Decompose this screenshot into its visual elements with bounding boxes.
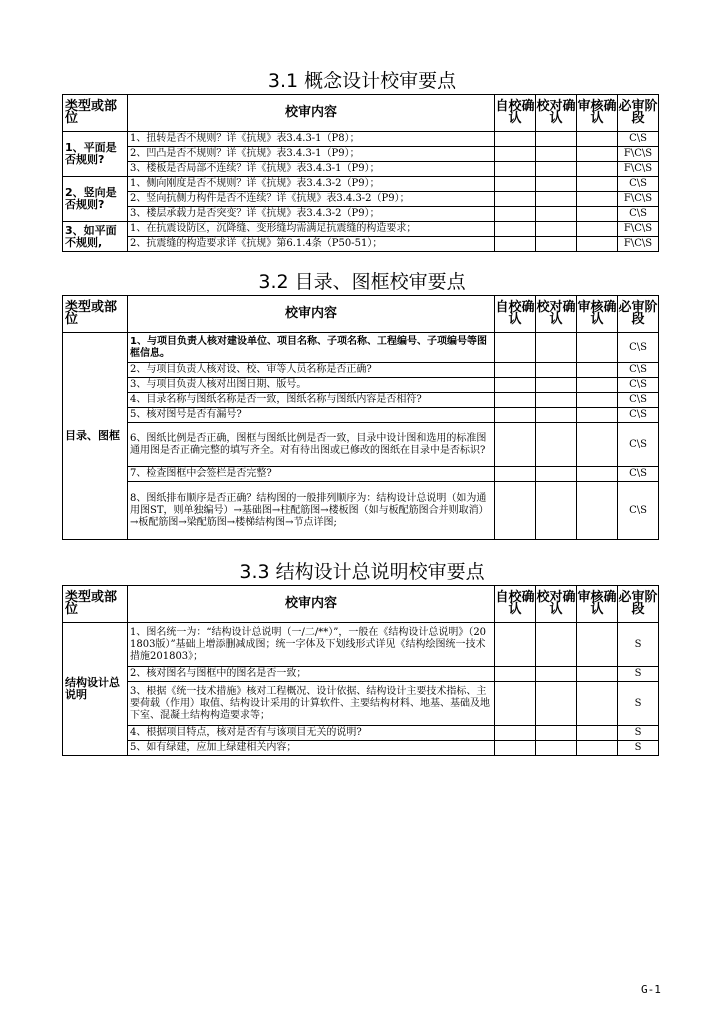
stage-cell: S xyxy=(618,726,659,741)
proof-check-cell[interactable] xyxy=(536,132,577,147)
stage-cell: S xyxy=(618,667,659,682)
table-header-row xyxy=(63,296,659,333)
table-row xyxy=(63,207,659,222)
table-row xyxy=(63,482,659,540)
stage-cell: F\C\S xyxy=(618,192,659,207)
proof-check-cell[interactable] xyxy=(536,682,577,726)
stage-cell: F\C\S xyxy=(618,162,659,177)
table-row xyxy=(63,378,659,393)
self-check-cell[interactable] xyxy=(495,222,536,237)
self-check-cell[interactable] xyxy=(495,237,536,252)
header-type: 类型或部位 xyxy=(63,586,128,623)
stage-cell: C\S xyxy=(618,423,659,467)
self-check-cell[interactable] xyxy=(495,423,536,467)
section2-table xyxy=(62,295,659,540)
self-check-cell[interactable] xyxy=(495,467,536,482)
self-check-cell[interactable] xyxy=(495,132,536,147)
self-check-cell[interactable] xyxy=(495,667,536,682)
content-cell: 4、目录名称与图纸名称是否一致，图纸名称与图纸内容是否相符? xyxy=(128,393,495,408)
proof-check-cell[interactable] xyxy=(536,741,577,756)
content-cell: 1、侧向刚度是否不规则？详《抗规》表3.4.3-2（P9）； xyxy=(128,177,495,192)
review-check-cell[interactable] xyxy=(577,667,618,682)
table-row xyxy=(63,423,659,467)
content-cell: 5、核对图号是否有漏号? xyxy=(128,408,495,423)
table-row xyxy=(63,623,659,667)
header-review-check: 审核确认 xyxy=(577,296,618,333)
self-check-cell[interactable] xyxy=(495,333,536,363)
proof-check-cell[interactable] xyxy=(536,726,577,741)
header-proof-check: 校对确认 xyxy=(536,296,577,333)
stage-cell: C\S xyxy=(618,408,659,423)
self-check-cell[interactable] xyxy=(495,408,536,423)
review-check-cell[interactable] xyxy=(577,682,618,726)
category-cell: 1、平面是否规则? xyxy=(63,132,128,177)
review-check-cell[interactable] xyxy=(577,132,618,147)
content-cell: 8、图纸排布顺序是否正确？结构图的一般排列顺序为：结构设计总说明（如为通用图ST，则单独编号）→基础图→柱配筋图→楼板图（如与板配筋图合并则取消）→板配筋图→梁配筋图→楼梯结构图→节点详图; xyxy=(128,482,495,540)
header-review-check: 审核确认 xyxy=(577,586,618,623)
content-cell: 3、与项目负责人核对出图日期、版号。 xyxy=(128,378,495,393)
content-cell: 2、竖向抗侧力构件是否不连续？详《抗规》表3.4.3-2（P9）； xyxy=(128,192,495,207)
proof-check-cell[interactable] xyxy=(536,623,577,667)
content-cell: 4、根据项目特点，核对是否有与该项目无关的说明? xyxy=(128,726,495,741)
table-row xyxy=(63,467,659,482)
header-required-stage: 必审阶段 xyxy=(618,586,659,623)
proof-check-cell[interactable] xyxy=(536,667,577,682)
proof-check-cell[interactable] xyxy=(536,378,577,393)
proof-check-cell[interactable] xyxy=(536,222,577,237)
category-cell: 目录、图框 xyxy=(63,333,128,540)
self-check-cell[interactable] xyxy=(495,393,536,408)
table-row xyxy=(63,222,659,237)
header-type: 类型或部位 xyxy=(63,296,128,333)
table-header-row xyxy=(63,586,659,623)
self-check-cell[interactable] xyxy=(495,363,536,378)
stage-cell: C\S xyxy=(618,333,659,363)
stage-cell: F\C\S xyxy=(618,237,659,252)
content-cell: 1、与项目负责人核对建设单位、项目名称、子项名称、工程编号、子项编号等图框信息。 xyxy=(128,333,495,363)
table-row xyxy=(63,237,659,252)
stage-cell: C\S xyxy=(618,467,659,482)
self-check-cell[interactable] xyxy=(495,741,536,756)
table-row xyxy=(63,726,659,741)
review-check-cell[interactable] xyxy=(577,408,618,423)
section2-title: 3.2 目录、图框校审要点 xyxy=(258,271,466,293)
proof-check-cell[interactable] xyxy=(536,237,577,252)
content-cell: 1、扭转是否不规则？详《抗规》表3.4.3-1（P8）； xyxy=(128,132,495,147)
content-cell: 2、核对图名与图框中的图名是否一致； xyxy=(128,667,495,682)
stage-cell: C\S xyxy=(618,482,659,540)
content-cell: 5、如有绿建，应加上绿建相关内容； xyxy=(128,741,495,756)
proof-check-cell[interactable] xyxy=(536,363,577,378)
stage-cell: C\S xyxy=(618,132,659,147)
stage-cell: F\C\S xyxy=(618,147,659,162)
header-content: 校审内容 xyxy=(128,296,495,333)
review-check-cell[interactable] xyxy=(577,378,618,393)
proof-check-cell[interactable] xyxy=(536,393,577,408)
stage-cell: S xyxy=(618,741,659,756)
proof-check-cell[interactable] xyxy=(536,207,577,222)
section1-table xyxy=(62,94,659,252)
review-check-cell[interactable] xyxy=(577,482,618,540)
table-header-row xyxy=(63,95,659,132)
review-check-cell[interactable] xyxy=(577,623,618,667)
stage-cell: S xyxy=(618,682,659,726)
section1-title: 3.1 概念设计校审要点 xyxy=(267,70,457,92)
section3-title: 3.3 结构设计总说明校审要点 xyxy=(239,561,485,583)
review-check-cell[interactable] xyxy=(577,177,618,192)
review-check-cell[interactable] xyxy=(577,423,618,467)
content-cell: 3、楼板是否局部不连续？详《抗规》表3.4.3-1（P9）； xyxy=(128,162,495,177)
stage-cell: C\S xyxy=(618,177,659,192)
header-review-check: 审核确认 xyxy=(577,95,618,132)
review-check-cell[interactable] xyxy=(577,192,618,207)
content-cell: 1、在抗震设防区，沉降缝、变形缝均需满足抗震缝的构造要求； xyxy=(128,222,495,237)
header-self-check: 自校确认 xyxy=(495,296,536,333)
table-row xyxy=(63,333,659,363)
review-check-cell[interactable] xyxy=(577,237,618,252)
content-cell: 6、图纸比例是否正确，图框与图纸比例是否一致，目录中设计图和选用的标准图通用图是否正确完整的填写齐全。对有待出图或已修改的图纸在目录中是否标识? xyxy=(128,423,495,467)
content-cell: 3、根据《统一技术措施》核对工程概况、设计依据、结构设计主要技术指标、主要荷载（作用）取值、结构设计采用的计算软件、主要结构材料、地基、基础及地下室、混凝土结构构造要求等； xyxy=(128,682,495,726)
stage-cell: C\S xyxy=(618,363,659,378)
review-check-cell[interactable] xyxy=(577,467,618,482)
review-check-cell[interactable] xyxy=(577,222,618,237)
review-check-cell[interactable] xyxy=(577,207,618,222)
table-row xyxy=(63,363,659,378)
self-check-cell[interactable] xyxy=(495,162,536,177)
self-check-cell[interactable] xyxy=(495,147,536,162)
header-required-stage: 必审阶段 xyxy=(618,95,659,132)
header-proof-check: 校对确认 xyxy=(536,586,577,623)
stage-cell: C\S xyxy=(618,207,659,222)
table-row xyxy=(63,393,659,408)
self-check-cell[interactable] xyxy=(495,192,536,207)
table-row xyxy=(63,667,659,682)
review-check-cell[interactable] xyxy=(577,393,618,408)
proof-check-cell[interactable] xyxy=(536,423,577,467)
proof-check-cell[interactable] xyxy=(536,147,577,162)
table-row xyxy=(63,192,659,207)
content-cell: 7、检查图框中会签栏是否完整? xyxy=(128,467,495,482)
content-cell: 2、与项目负责人核对设、校、审等人员名称是否正确? xyxy=(128,363,495,378)
review-check-cell[interactable] xyxy=(577,333,618,363)
page-label: G-1 xyxy=(641,983,661,996)
table-row xyxy=(63,741,659,756)
header-proof-check: 校对确认 xyxy=(536,95,577,132)
proof-check-cell[interactable] xyxy=(536,162,577,177)
proof-check-cell[interactable] xyxy=(536,177,577,192)
content-cell: 3、楼层承载力是否突变？详《抗规》表3.4.3-2（P9）； xyxy=(128,207,495,222)
table-row xyxy=(63,177,659,192)
category-cell: 2、竖向是否规则? xyxy=(63,177,128,222)
review-check-cell[interactable] xyxy=(577,741,618,756)
category-cell: 3、如平面不规则, xyxy=(63,222,128,252)
table-row xyxy=(63,147,659,162)
review-check-cell[interactable] xyxy=(577,363,618,378)
proof-check-cell[interactable] xyxy=(536,482,577,540)
proof-check-cell[interactable] xyxy=(536,192,577,207)
header-type: 类型或部位 xyxy=(63,95,128,132)
content-cell: 2、凹凸是否不规则？详《抗规》表3.4.3-1（P9）； xyxy=(128,147,495,162)
category-cell: 结构设计总说明 xyxy=(63,623,128,756)
stage-cell: C\S xyxy=(618,393,659,408)
table-row xyxy=(63,132,659,147)
header-required-stage: 必审阶段 xyxy=(618,296,659,333)
header-content: 校审内容 xyxy=(128,95,495,132)
stage-cell: S xyxy=(618,623,659,667)
self-check-cell[interactable] xyxy=(495,623,536,667)
header-content: 校审内容 xyxy=(128,586,495,623)
content-cell: 2、抗震缝的构造要求详《抗规》第6.1.4条（P50-51）； xyxy=(128,237,495,252)
table-row xyxy=(63,682,659,726)
proof-check-cell[interactable] xyxy=(536,408,577,423)
table-row xyxy=(63,408,659,423)
proof-check-cell[interactable] xyxy=(536,467,577,482)
header-self-check: 自校确认 xyxy=(495,586,536,623)
proof-check-cell[interactable] xyxy=(536,333,577,363)
self-check-cell[interactable] xyxy=(495,207,536,222)
self-check-cell[interactable] xyxy=(495,682,536,726)
section3-table xyxy=(62,585,659,756)
self-check-cell[interactable] xyxy=(495,482,536,540)
review-check-cell[interactable] xyxy=(577,147,618,162)
stage-cell: F\C\S xyxy=(618,222,659,237)
stage-cell: C\S xyxy=(618,378,659,393)
self-check-cell[interactable] xyxy=(495,726,536,741)
content-cell: 1、图名统一为：“结构设计总说明（一/二/**）”，一般在《结构设计总说明》（201803版）”基础上增添删减成图；统一字体及下划线形式详见《结构绘图统一技术措施201803》； xyxy=(128,623,495,667)
table-row xyxy=(63,162,659,177)
header-self-check: 自校确认 xyxy=(495,95,536,132)
review-check-cell[interactable] xyxy=(577,726,618,741)
self-check-cell[interactable] xyxy=(495,378,536,393)
review-check-cell[interactable] xyxy=(577,162,618,177)
self-check-cell[interactable] xyxy=(495,177,536,192)
